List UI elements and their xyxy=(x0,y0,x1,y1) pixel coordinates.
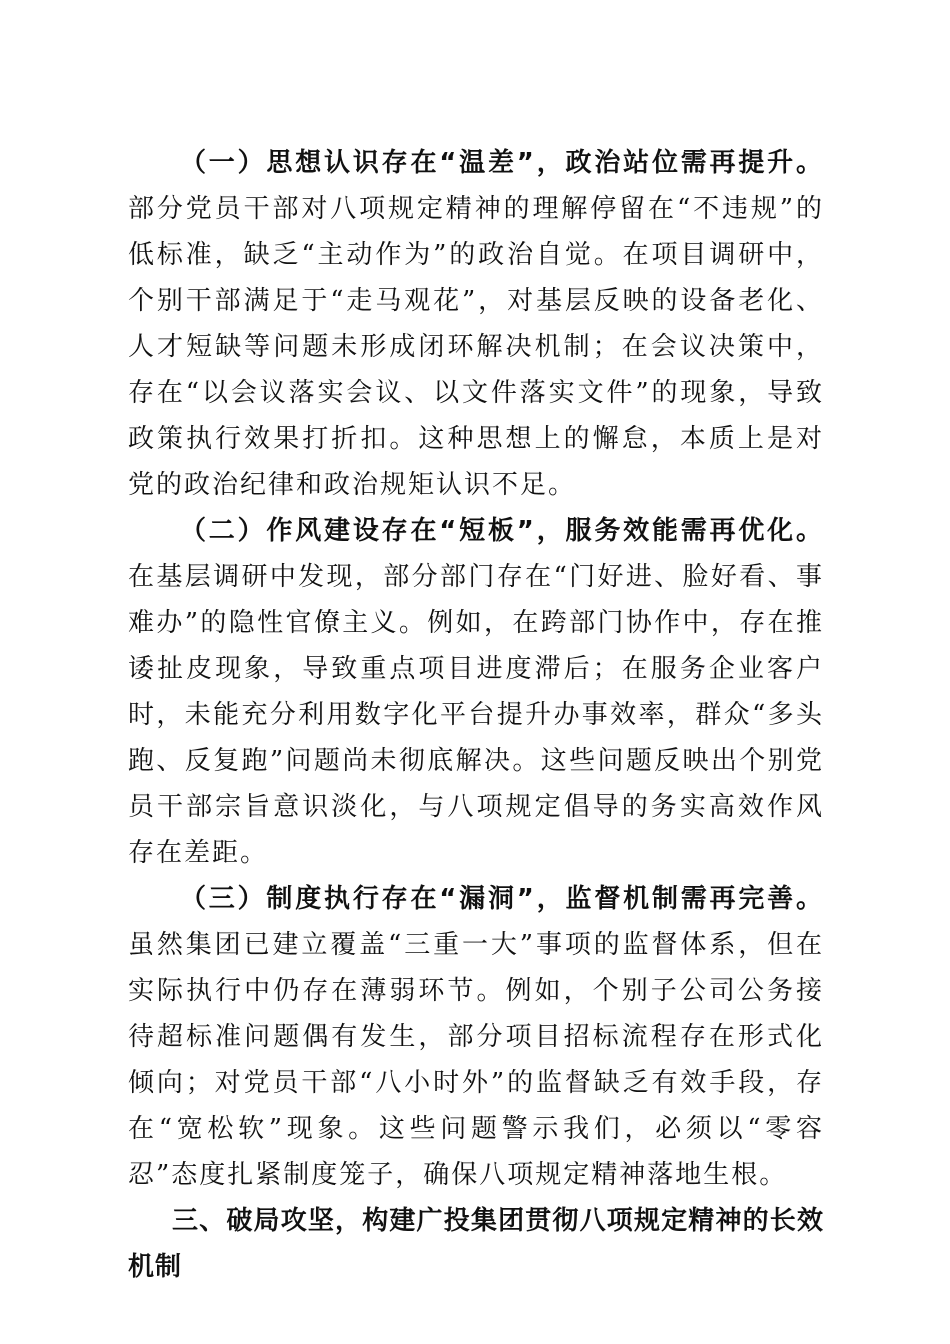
paragraph-text: 部分党员干部对八项规定精神的理解停留在“不违规”的低标准，缺乏“主动作为”的政治自觉。在项目调研中，个别干部满足于“走马观花”，对基层反映的设备老化、人才短缺等问题未形成闭环解决机制；在会议决策中，存在“以会议落实会议、以文件落实文件”的现象，导致政策执行效果打折扣。这种思想上的懈怠，本质上是对党的政治纪律和政治规矩认识不足。 xyxy=(128,194,824,500)
paragraph-lead: （二）作风建设存在“短板”，服务效能需再优化。 xyxy=(180,516,824,546)
paragraph-lead: （三）制度执行存在“漏洞”，监督机制需再完善。 xyxy=(180,884,824,914)
paragraph-text: 虽然集团已建立覆盖“三重一大”事项的监督体系，但在实际执行中仍存在薄弱环节。例如，个别子公司公务接待超标准问题偶有发生，部分项目招标流程存在形式化倾向；对党员干部“八小时外”的监督缺乏有效手段，存在“宽松软”现象。这些问题警示我们，必须以“零容忍”态度扎紧制度笼子，确保八项规定精神落地生根。 xyxy=(128,930,824,1190)
paragraph-lead: （一）思想认识存在“温差”，政治站位需再提升。 xyxy=(180,148,824,178)
paragraph-text: 在基层调研中发现，部分部门存在“门好进、脸好看、事难办”的隐性官僚主义。例如，在跨部门协作中，存在推诿扯皮现象，导致重点项目进度滞后；在服务企业客户时，未能充分利用数字化平台提升办事效率，群众“多头跑、反复跑”问题尚未彻底解决。这些问题反映出个别党员干部宗旨意识淡化，与八项规定倡导的务实高效作风存在差距。 xyxy=(128,562,824,868)
paragraph-thought-awareness xyxy=(128,140,824,508)
paragraph-system-execution xyxy=(128,876,824,1198)
paragraph-work-style xyxy=(128,508,824,876)
section-heading: 三、破局攻坚，构建广投集团贯彻八项规定精神的长效机制 xyxy=(128,1206,824,1282)
document-body xyxy=(128,140,824,1290)
